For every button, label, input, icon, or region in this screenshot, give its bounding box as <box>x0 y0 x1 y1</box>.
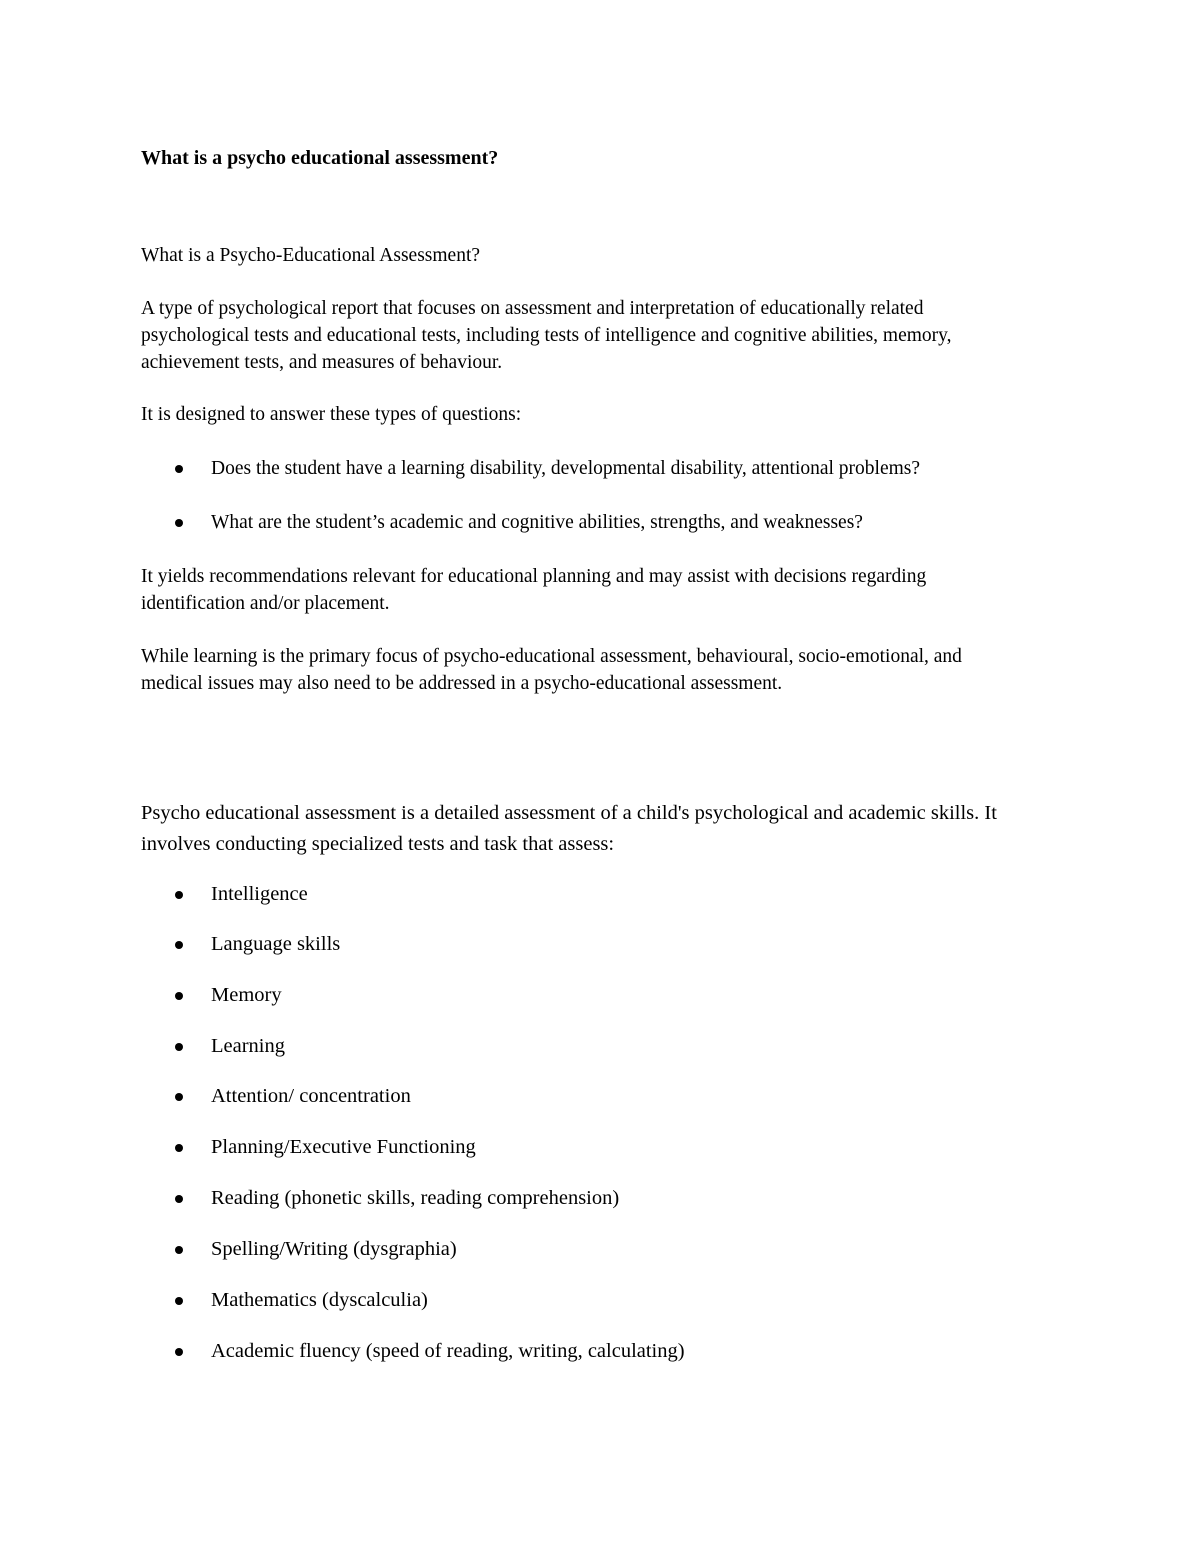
list-item <box>141 981 282 1009</box>
bullet-icon <box>175 992 183 1000</box>
list-item <box>141 880 308 908</box>
skill-text: Learning <box>211 1035 285 1057</box>
document-title: What is a psycho educational assessment? <box>141 147 499 169</box>
bullet-icon <box>175 1246 183 1254</box>
bullet-icon <box>175 1297 183 1305</box>
list-item <box>141 1235 457 1263</box>
list-item <box>141 1133 476 1161</box>
bullet-icon <box>175 519 183 527</box>
skill-text: Attention/ concentration <box>211 1085 411 1107</box>
bullet-icon <box>175 941 183 949</box>
list-item <box>141 930 340 958</box>
question-text: What are the student’s academic and cognitive abilities, strengths, and weaknesses? <box>211 512 863 533</box>
section-heading: What is a Psycho-Educational Assessment? <box>141 245 481 266</box>
bullet-icon <box>175 1043 183 1051</box>
list-item <box>141 1184 619 1212</box>
skill-text: Spelling/Writing (dysgraphia) <box>211 1238 457 1260</box>
detail-intro-paragraph: Psycho educational assessment is a detailed assessment of a child's psychological and academic skills. It involves conducting specialized tests and task that assess: <box>141 802 997 855</box>
bullet-icon <box>175 1144 183 1152</box>
list-item <box>141 1286 428 1314</box>
bullet-icon <box>175 1195 183 1203</box>
focus-paragraph: While learning is the primary focus of psycho-educational assessment, behavioural, socio-emotional, and medical issues may also need to be addressed in a psycho-educational assessment. <box>141 646 962 694</box>
skill-text: Mathematics (dyscalculia) <box>211 1289 428 1311</box>
bullet-icon <box>175 1348 183 1356</box>
skill-text: Intelligence <box>211 883 308 905</box>
recommendations-paragraph: It yields recommendations relevant for educational planning and may assist with decisions regarding identification and/or placement. <box>141 566 927 614</box>
definition-paragraph: A type of psychological report that focuses on assessment and interpretation of educationally related psychological tests and educational tests, including tests of intelligence and cognitive abilities, memory, achievement tests, and measures of behaviour. <box>141 298 952 373</box>
skill-text: Memory <box>211 984 282 1006</box>
question-text: Does the student have a learning disability, developmental disability, attentional problems? <box>211 458 921 479</box>
skill-text: Language skills <box>211 933 341 955</box>
bullet-icon <box>175 1093 183 1101</box>
skill-text: Academic fluency (speed of reading, writing, calculating) <box>211 1340 685 1362</box>
skill-text: Planning/Executive Functioning <box>211 1136 476 1158</box>
bullet-icon <box>175 891 183 899</box>
list-item <box>141 1337 685 1365</box>
questions-intro: It is designed to answer these types of questions: <box>141 404 522 425</box>
list-item <box>141 1032 285 1060</box>
bullet-icon <box>175 465 183 473</box>
list-item <box>141 455 1011 482</box>
list-item <box>141 1082 411 1110</box>
skill-text: Reading (phonetic skills, reading comprehension) <box>211 1187 620 1209</box>
list-item <box>141 509 1071 536</box>
